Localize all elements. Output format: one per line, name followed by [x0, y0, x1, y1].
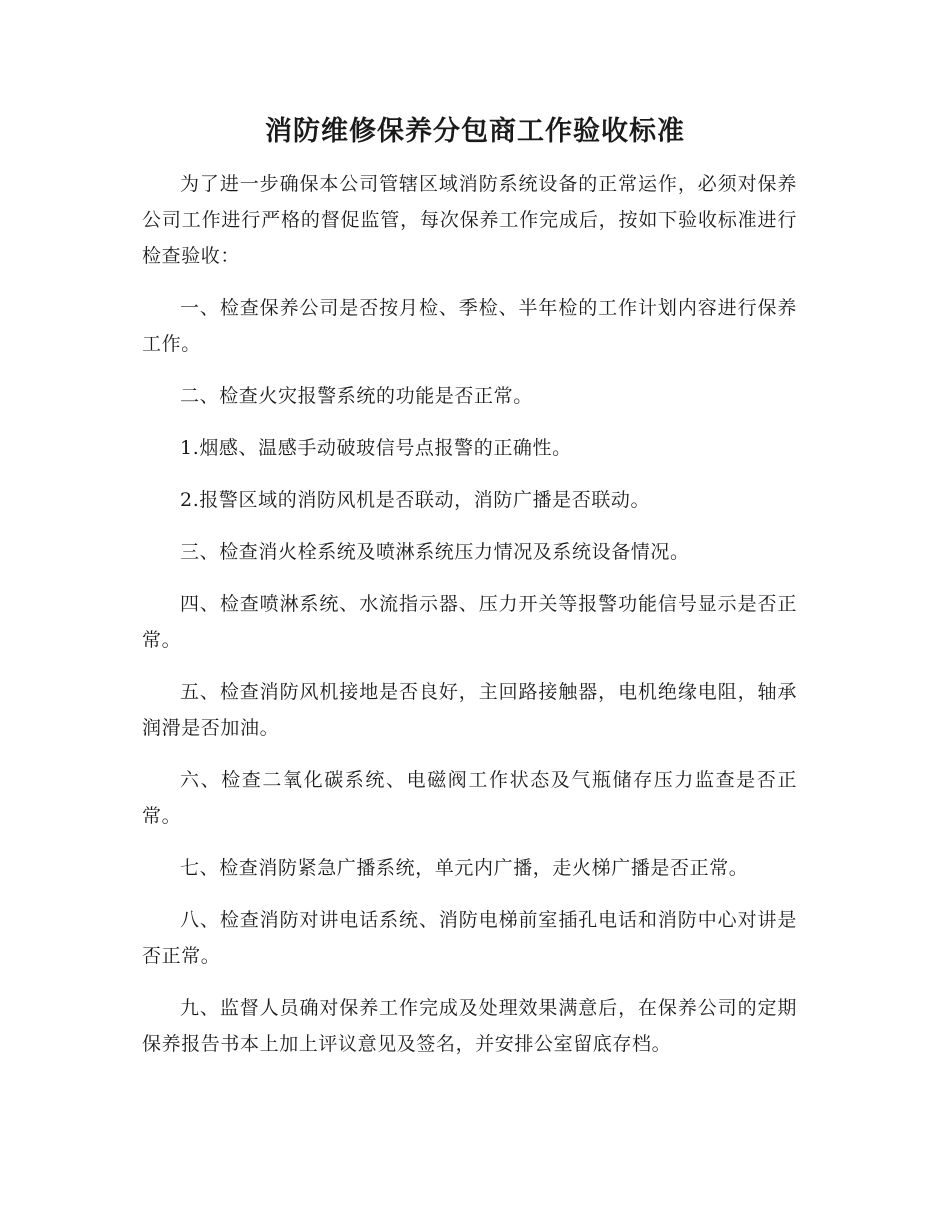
item-1-paragraph: 一、检查保养公司是否按月检、季检、半年检的工作计划内容进行保养工作。	[142, 297, 797, 355]
item-2-sub-1-paragraph: 1.烟感、温感手动破玻信号点报警的正确性。	[180, 437, 572, 459]
item-6-paragraph: 六、检查二氧化碳系统、电磁阀工作状态及气瓶储存压力监查是否正常。	[142, 769, 797, 827]
item-9-paragraph: 九、监督人员确对保养工作完成及处理效果满意后，在保养公司的定期保养报告书本上加上评议意见及签名，并安排公室留底存档。	[142, 997, 797, 1055]
item-7-paragraph: 七、检查消防紧急广播系统，单元内广播，走火梯广播是否正常。	[180, 857, 749, 879]
intro-paragraph: 为了进一步确保本公司管辖区域消防系统设备的正常运作，必须对保养公司工作进行严格的督促监管，每次保养工作完成后，按如下验收标准进行检查验收：	[142, 173, 797, 267]
item-8-paragraph: 八、检查消防对讲电话系统、消防电梯前室插孔电话和消防中心对讲是否正常。	[142, 909, 797, 967]
item-2-paragraph: 二、检查火灾报警系统的功能是否正常。	[180, 385, 533, 407]
item-4-paragraph: 四、检查喷淋系统、水流指示器、压力开关等报警功能信号显示是否正常。	[142, 593, 797, 651]
item-5-paragraph: 五、检查消防风机接地是否良好，主回路接触器，电机绝缘电阻，轴承润滑是否加油。	[142, 681, 797, 739]
item-3-paragraph: 三、检查消火栓系统及喷淋系统压力情况及系统设备情况。	[180, 541, 690, 563]
document-title: 消防维修保养分包商工作验收标准	[265, 116, 685, 147]
document-body	[142, 166, 797, 1078]
item-2-sub-2-paragraph: 2.报警区域的消防风机是否联动，消防广播是否联动。	[180, 489, 651, 511]
